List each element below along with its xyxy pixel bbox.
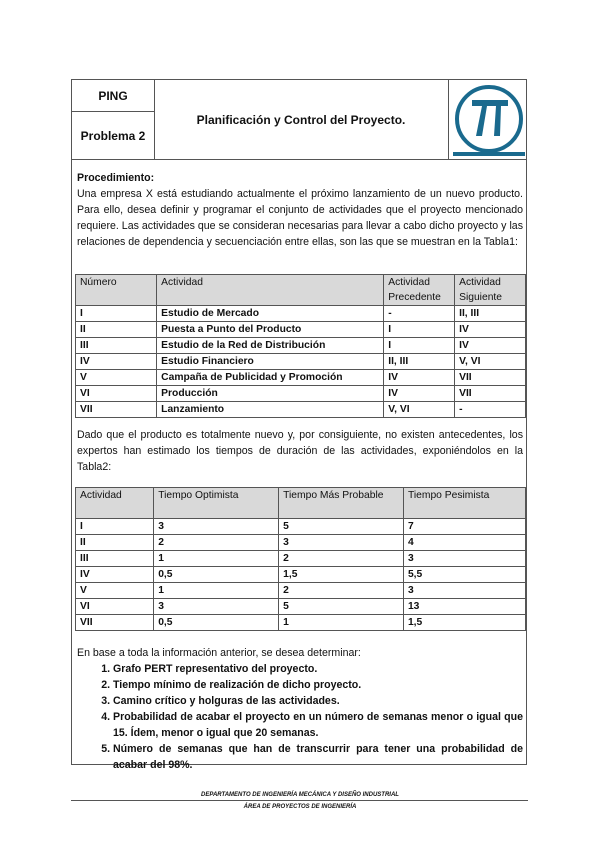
- table-cell: V: [76, 370, 157, 386]
- paragraph-3: En base a toda la información anterior, se desea determinar:: [77, 647, 361, 659]
- column-header: Actividad Precedente: [384, 275, 455, 306]
- table-row: [76, 370, 526, 386]
- table-cell: Puesta a Punto del Producto: [157, 322, 384, 338]
- paragraph-2: Dado que el producto es totalmente nuevo y, por consiguiente, no existen antecedentes, los expertos han estimado los tiempos de duración de las actividades, exponiéndolos en la Tabla2:: [77, 429, 523, 473]
- table-header-row: [76, 488, 526, 519]
- table-row: [76, 402, 526, 418]
- column-header: Tiempo Optimista: [154, 488, 279, 519]
- problem-number: Problema 2: [80, 128, 146, 143]
- table-cell: III: [76, 338, 157, 354]
- column-header: Tiempo Pesimista: [403, 488, 525, 519]
- table-cell: III: [76, 551, 154, 567]
- table-row: [76, 386, 526, 402]
- table-cell: Estudio de la Red de Distribución: [157, 338, 384, 354]
- table-cell: I: [384, 338, 455, 354]
- table-cell: IV: [384, 386, 455, 402]
- table-cell: 5,5: [403, 567, 525, 583]
- task-item: 1. Grafo PERT representativo del proyecto.: [113, 661, 523, 677]
- table-cell: -: [384, 306, 455, 322]
- tasks-section: [77, 645, 523, 773]
- table-header-row: [76, 275, 526, 306]
- column-header: Actividad: [76, 488, 154, 519]
- table-cell: V, VI: [455, 354, 526, 370]
- table-cell: IV: [384, 370, 455, 386]
- table-cell: 0,5: [154, 567, 279, 583]
- table-cell: Producción: [157, 386, 384, 402]
- table-row: [76, 567, 526, 583]
- table-cell: 2: [279, 583, 404, 599]
- table-cell: VII: [76, 402, 157, 418]
- table-cell: 7: [403, 519, 525, 535]
- procedure-heading: Procedimiento:: [77, 172, 155, 184]
- durations-table: [75, 487, 526, 631]
- table-cell: V: [76, 583, 154, 599]
- table-cell: 1: [279, 615, 404, 631]
- table-cell: 3: [154, 599, 279, 615]
- table-cell: 5: [279, 599, 404, 615]
- column-header: Actividad: [157, 275, 384, 306]
- table-row: [76, 583, 526, 599]
- table-row: [76, 322, 526, 338]
- table-cell: 2: [279, 551, 404, 567]
- table-row: [76, 615, 526, 631]
- table-cell: VII: [76, 615, 154, 631]
- table-cell: 3: [154, 519, 279, 535]
- table-cell: I: [76, 306, 157, 322]
- table-cell: 1,5: [279, 567, 404, 583]
- table-row: [76, 519, 526, 535]
- table-cell: Estudio Financiero: [157, 354, 384, 370]
- table-row: [76, 551, 526, 567]
- task-item: 2. Tiempo mínimo de realización de dicho proyecto.: [113, 677, 523, 693]
- table-cell: I: [76, 519, 154, 535]
- course-code: PING: [72, 80, 154, 112]
- table-cell: 1: [154, 583, 279, 599]
- table-row: [76, 599, 526, 615]
- table-cell: 3: [403, 583, 525, 599]
- table-cell: V, VI: [384, 402, 455, 418]
- pi-logo-icon: [448, 80, 529, 159]
- table-cell: Lanzamiento: [157, 402, 384, 418]
- header-left: [72, 80, 155, 159]
- header: [72, 80, 526, 160]
- table-cell: II: [76, 322, 157, 338]
- table-cell: 1,5: [403, 615, 525, 631]
- table-cell: II, III: [384, 354, 455, 370]
- table-cell: IV: [455, 338, 526, 354]
- table-cell: VII: [455, 370, 526, 386]
- column-header: Número: [76, 275, 157, 306]
- footer-department: DEPARTAMENTO DE INGENIERÍA MECÁNICA Y DISEÑO INDUSTRIAL: [201, 792, 399, 798]
- page-title: Planificación y Control del Proyecto.: [196, 112, 406, 127]
- table-cell: VI: [76, 386, 157, 402]
- table-cell: II, III: [455, 306, 526, 322]
- table-cell: Campaña de Publicidad y Promoción: [157, 370, 384, 386]
- table-cell: 3: [279, 535, 404, 551]
- table-cell: 2: [154, 535, 279, 551]
- table-cell: IV: [455, 322, 526, 338]
- table-row: [76, 354, 526, 370]
- table-row: [76, 535, 526, 551]
- table-cell: -: [455, 402, 526, 418]
- task-item: 4. Probabilidad de acabar el proyecto en un número de semanas menor o igual que 15. Ídem, menor o igual que 20 semanas.: [113, 709, 523, 741]
- table-cell: IV: [76, 354, 157, 370]
- table-cell: IV: [76, 567, 154, 583]
- table-cell: 5: [279, 519, 404, 535]
- table-cell: 13: [403, 599, 525, 615]
- table-cell: 0,5: [154, 615, 279, 631]
- footer-area: ÁREA DE PROYECTOS DE INGENIERÍA: [243, 804, 357, 810]
- problem-sheet: [71, 79, 527, 771]
- table-cell: II: [76, 535, 154, 551]
- table-cell: 4: [403, 535, 525, 551]
- table-row: [76, 306, 526, 322]
- body: [77, 170, 523, 250]
- task-item: 3. Camino crítico y holguras de las actividades.: [113, 693, 523, 709]
- activities-table: [75, 274, 526, 418]
- table-cell: I: [384, 322, 455, 338]
- task-list: [77, 661, 523, 773]
- table-row: [76, 338, 526, 354]
- column-header: Actividad Siguiente: [455, 275, 526, 306]
- table-cell: 1: [154, 551, 279, 567]
- column-header: Tiempo Más Probable: [279, 488, 404, 519]
- procedure-text: Una empresa X está estudiando actualmente el próximo lanzamiento de un nuevo producto. Para ello, desea definir y programar el conjunto de actividades que el proyecto mencionado requiere. Las actividades que se consideran necesarias para llevar a cabo dicho proyecto y las relaciones de dependencia y secuenciación entre ellas, son las que se muestran en la Tabla1:: [77, 188, 523, 248]
- table-cell: VI: [76, 599, 154, 615]
- table-cell: VII: [455, 386, 526, 402]
- task-item: 5. Número de semanas que han de transcurrir para tener una probabilidad de acabar del 98%.: [113, 741, 523, 773]
- table-cell: 3: [403, 551, 525, 567]
- table-cell: Estudio de Mercado: [157, 306, 384, 322]
- footer-divider: [71, 800, 528, 801]
